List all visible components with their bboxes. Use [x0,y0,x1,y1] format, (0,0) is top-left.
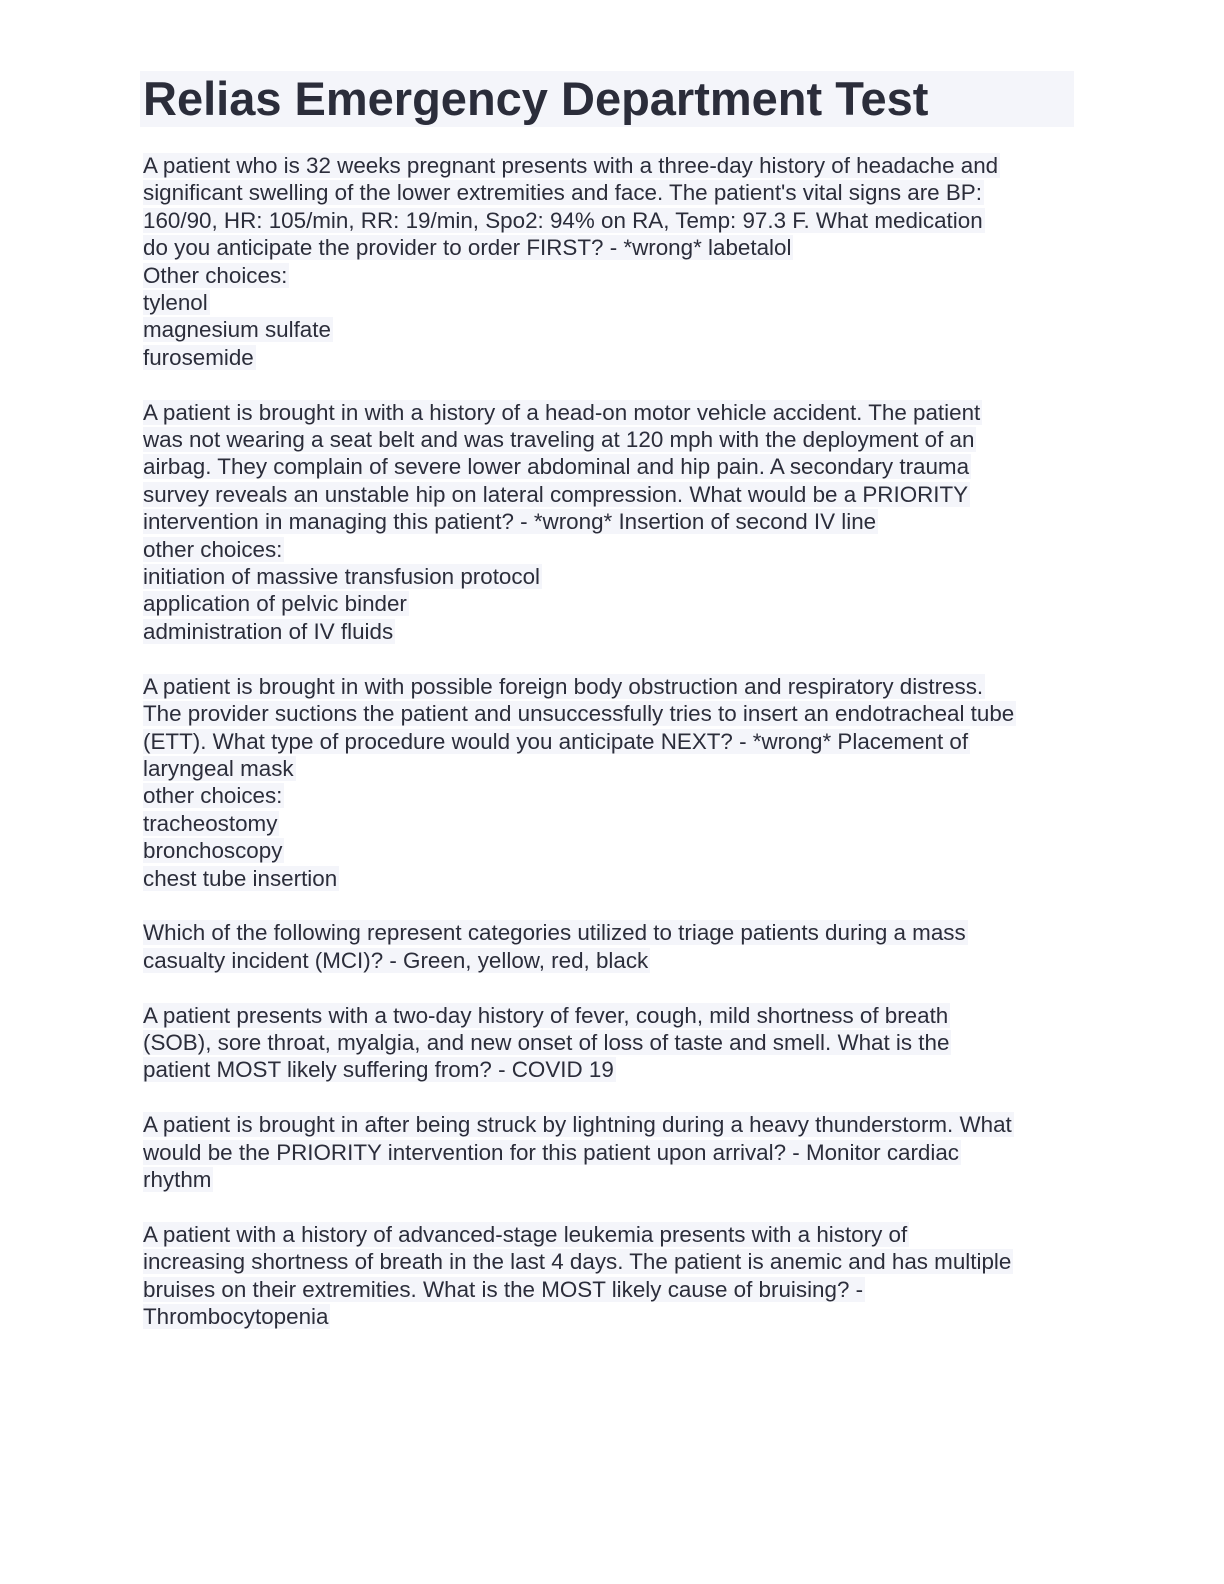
text-line-content: furosemide [143,344,254,370]
text-line-content: was not wearing a seat belt and was traveling at 120 mph with the deployment of an [143,427,975,453]
text-line [143,234,1083,261]
text-line-content: A patient who is 32 weeks pregnant presents with a three-day history of headache and [143,153,999,178]
text-line-content: 160/90, HR: 105/min, RR: 19/min, Spo2: 94% on RA, Temp: 97.3 F. What medication [143,207,983,233]
text-line-content: Other choices: [143,262,288,288]
text-line [143,919,1083,946]
text-line [143,865,1083,892]
text-line-content: patient MOST likely suffering from? - COVID 19 [143,1057,614,1083]
text-line [143,344,1083,371]
text-line [143,1221,1083,1248]
text-line-content: rhythm [143,1166,212,1192]
document-title: Relias Emergency Department Test [140,71,1074,127]
text-line-content: A patient is brought in after being struck by lightning during a heavy thunderstorm. What [143,1112,1012,1138]
text-line [143,536,1083,563]
text-line [143,1166,1083,1193]
text-line-content: increasing shortness of breath in the last 4 days. The patient is anemic and has multiple [143,1249,1012,1275]
text-line-content: A patient is brought in with a history of a head-on motor vehicle accident. The patient [143,399,981,425]
text-line [143,152,1083,179]
text-line-content: tracheostomy [143,810,278,836]
text-line [143,1248,1083,1275]
question-block [143,152,1083,371]
text-line [143,426,1083,453]
text-line-content: intervention in managing this patient? - *wrong* Insertion of second IV line [143,509,877,535]
text-line-content: laryngeal mask [143,755,294,781]
text-line [143,673,1083,700]
text-line-content: bruises on their extremities. What is the MOST likely cause of bruising? - [143,1276,864,1302]
text-line-content: tylenol [143,290,208,316]
text-line-content: other choices: [143,536,283,562]
text-line [143,810,1083,837]
text-line-content: other choices: [143,783,283,809]
question-block [143,919,1083,974]
text-line-content: administration of IV fluids [143,618,394,644]
text-line-content: magnesium sulfate [143,317,331,343]
text-line-content: survey reveals an unstable hip on lateral compression. What would be a PRIORITY [143,481,969,507]
text-line [143,590,1083,617]
text-line [143,782,1083,809]
question-block [143,673,1083,892]
text-line [143,837,1083,864]
text-line [143,481,1083,508]
text-line [143,399,1083,426]
text-line [143,508,1083,535]
text-line [143,453,1083,480]
text-line [143,1002,1083,1029]
question-block [143,1002,1083,1084]
text-line [143,1276,1083,1303]
text-line-content: bronchoscopy [143,838,283,864]
question-block [143,1221,1083,1331]
text-line-content: application of pelvic binder [143,591,407,617]
text-line [143,755,1083,782]
text-line [143,1139,1083,1166]
text-line [143,316,1083,343]
text-line-content: A patient with a history of advanced-stage leukemia presents with a history of [143,1221,908,1247]
text-line [143,728,1083,755]
text-line-content: (SOB), sore throat, myalgia, and new onset of loss of taste and smell. What is the [143,1029,950,1055]
text-line [143,700,1083,727]
text-line-content: airbag. They complain of severe lower abdominal and hip pain. A secondary trauma [143,454,970,480]
question-block [143,1111,1083,1193]
text-line-content: The provider suctions the patient and unsuccessfully tries to insert an endotracheal tube [143,701,1015,727]
text-line-content: A patient is brought in with possible foreign body obstruction and respiratory distress. [143,673,984,699]
text-line [143,289,1083,316]
text-line [143,1303,1083,1330]
text-line-content: would be the PRIORITY intervention for this patient upon arrival? - Monitor cardiac [143,1139,960,1165]
text-line [143,207,1083,234]
question-list [143,152,1083,1358]
text-line-content: chest tube insertion [143,865,338,891]
text-line [143,262,1083,289]
text-line-content: Thrombocytopenia [143,1303,329,1329]
text-line [143,1056,1083,1083]
text-line [143,1111,1083,1138]
text-line-content: (ETT). What type of procedure would you anticipate NEXT? - *wrong* Placement of [143,728,969,754]
question-block [143,399,1083,646]
text-line [143,618,1083,645]
text-line [143,1029,1083,1056]
text-line-content: initiation of massive transfusion protocol [143,564,541,590]
text-line-content: significant swelling of the lower extremities and face. The patient's vital signs are BP: [143,180,982,206]
text-line-content: A patient presents with a two-day history of fever, cough, mild shortness of breath [143,1002,949,1028]
text-line-content: do you anticipate the provider to order FIRST? - *wrong* labetalol [143,235,792,261]
text-line [143,179,1083,206]
text-line-content: Which of the following represent categories utilized to triage patients during a mass [143,920,966,946]
text-line-content: casualty incident (MCI)? - Green, yellow, red, black [143,947,649,973]
text-line [143,563,1083,590]
text-line [143,947,1083,974]
